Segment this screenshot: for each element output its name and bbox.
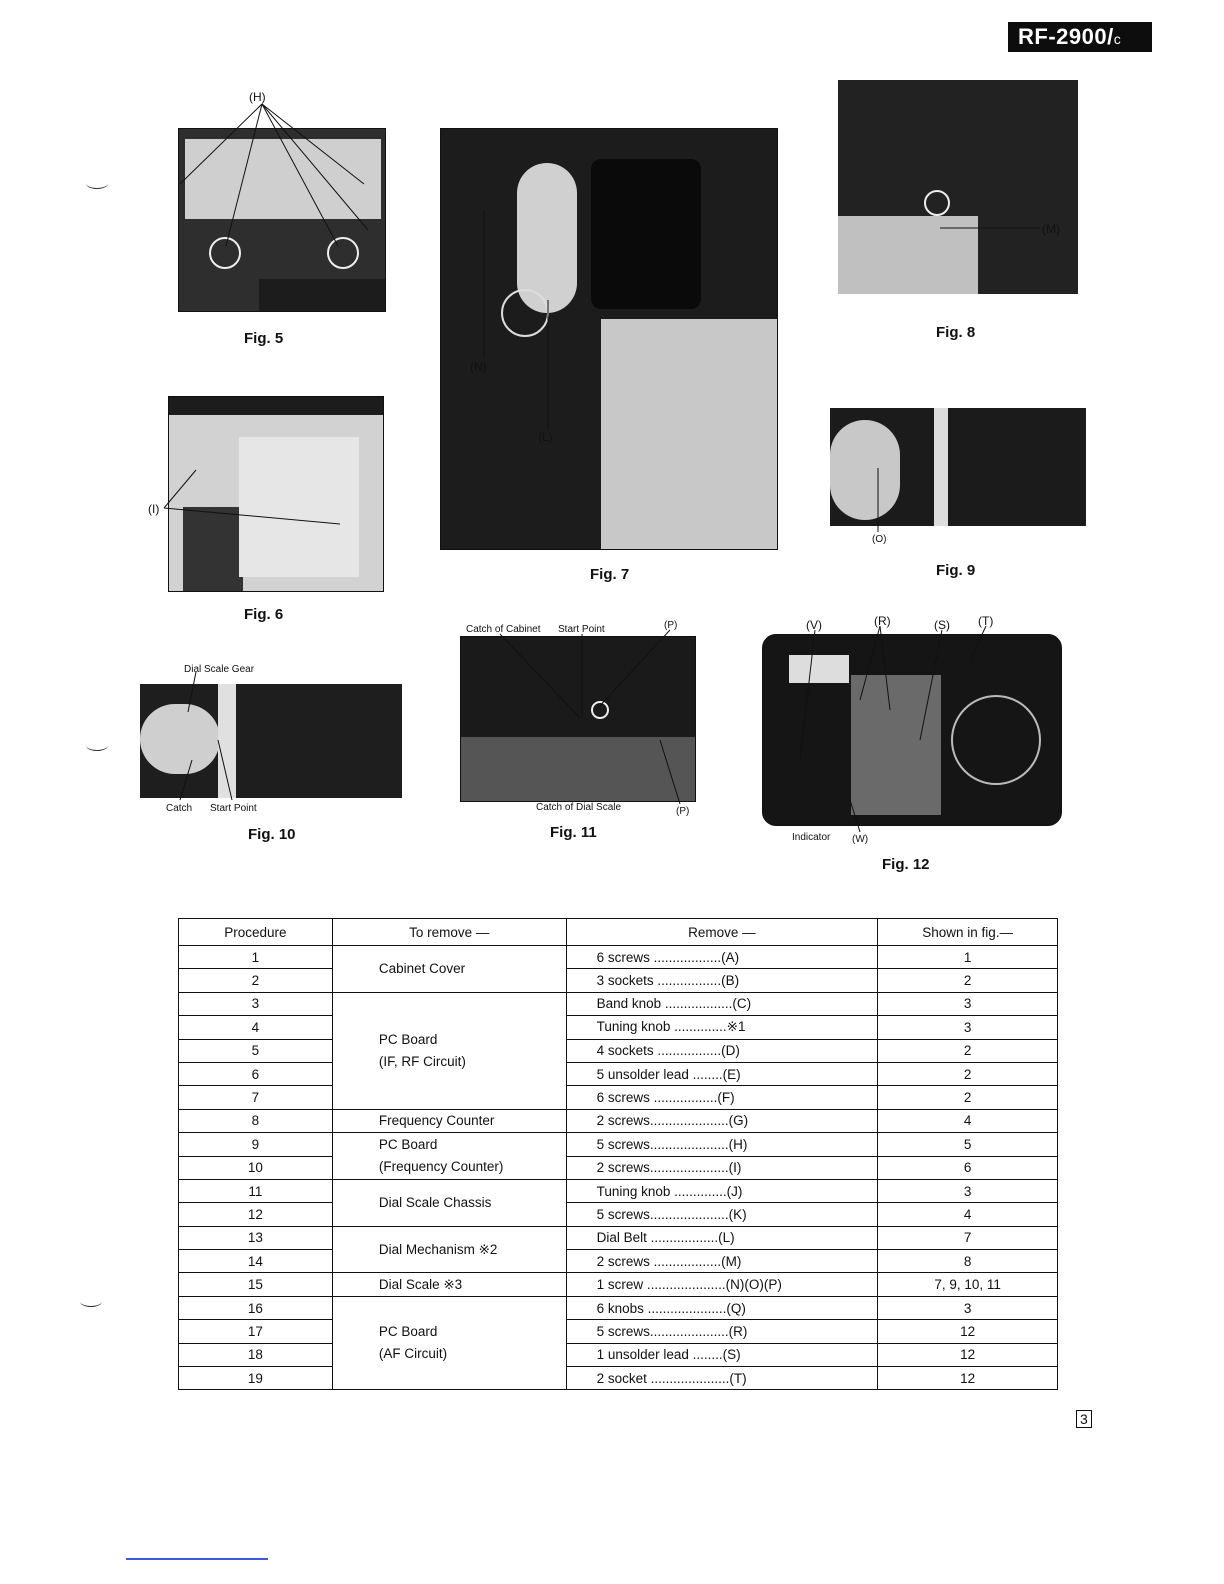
table-row (179, 1273, 1058, 1296)
table-row (179, 969, 1058, 992)
fig11-photo (460, 636, 696, 802)
table-row (179, 1039, 1058, 1062)
fig11-caption: Fig. 11 (550, 824, 597, 841)
fig7-caption: Fig. 7 (590, 566, 630, 583)
group-line: (Frequency Counter) (378, 1159, 504, 1175)
remove-item: 1 unsolder lead ........(S) (566, 1343, 878, 1366)
shown-in-fig: 7 (878, 1226, 1058, 1249)
procedure-number: 9 (179, 1133, 333, 1156)
table-row (179, 1226, 1058, 1249)
fig5-photo (178, 128, 386, 312)
remove-item: 2 socket .....................(T) (566, 1367, 878, 1390)
fig11-label-catch-of-dial-scale: Catch of Dial Scale (536, 802, 622, 813)
shown-in-fig: 2 (878, 1039, 1058, 1062)
model-badge (1008, 22, 1152, 52)
header-to-remove: To remove — (332, 919, 566, 946)
shown-in-fig: 3 (878, 1296, 1058, 1319)
binder-mark (86, 740, 108, 751)
table-row (179, 1320, 1058, 1343)
procedure-number: 12 (179, 1203, 333, 1226)
group-line: PC Board (378, 1324, 438, 1340)
table-row (179, 1086, 1058, 1109)
procedure-number: 15 (179, 1273, 333, 1296)
shown-in-fig: 6 (878, 1156, 1058, 1179)
shown-in-fig: 2 (878, 969, 1058, 992)
shown-in-fig: 3 (878, 1016, 1058, 1039)
remove-item: 5 screws.....................(K) (566, 1203, 878, 1226)
shown-in-fig: 7, 9, 10, 11 (878, 1273, 1058, 1296)
table-row (179, 1062, 1058, 1085)
remove-item: 1 screw .....................(N)(O)(P) (566, 1273, 878, 1296)
to-remove-dial-scale: Dial Scale ※3 (332, 1273, 566, 1296)
fig10-label-dial-scale-gear: Dial Scale Gear (184, 664, 255, 675)
model-suffix: c (1113, 31, 1122, 47)
header-procedure: Procedure (179, 919, 333, 946)
fig7-label-l: (L) (538, 430, 553, 444)
table-row (179, 946, 1058, 969)
fig12-label-r: (R) (874, 614, 891, 628)
table-row (179, 1343, 1058, 1366)
table-row (179, 992, 1058, 1015)
fig6-photo (168, 396, 384, 592)
remove-item: 6 screws ..................(A) (566, 946, 878, 969)
remove-item: 2 screws.....................(I) (566, 1156, 878, 1179)
fig8-caption: Fig. 8 (936, 324, 976, 341)
fig12-label-t: (T) (978, 614, 994, 628)
procedure-number: 6 (179, 1062, 333, 1085)
group-line: PC Board (378, 1031, 438, 1047)
procedure-number: 3 (179, 992, 333, 1015)
table-row (179, 1179, 1058, 1202)
table-row (179, 1296, 1058, 1319)
binder-mark (86, 178, 108, 189)
procedure-number: 5 (179, 1039, 333, 1062)
fig9-photo (830, 408, 1086, 526)
table-header-row (179, 919, 1058, 946)
fig9-caption: Fig. 9 (936, 562, 976, 579)
to-remove-pc-board-if-rf (332, 992, 566, 1109)
page-number: 3 (1076, 1410, 1092, 1428)
procedure-number: 19 (179, 1367, 333, 1390)
fig12-label-s: (S) (934, 618, 950, 632)
fig8-photo (838, 80, 1078, 294)
shown-in-fig: 12 (878, 1367, 1058, 1390)
procedure-number: 2 (179, 969, 333, 992)
shown-in-fig: 4 (878, 1203, 1058, 1226)
shown-in-fig: 4 (878, 1109, 1058, 1132)
procedure-number: 14 (179, 1250, 333, 1273)
remove-item: 5 screws.....................(H) (566, 1133, 878, 1156)
fig10-label-start-point: Start Point (210, 803, 257, 814)
procedure-number: 1 (179, 946, 333, 969)
group-line: PC Board (378, 1137, 438, 1153)
fig11-label-p-bottom: (P) (676, 806, 690, 817)
remove-item: 6 knobs .....................(Q) (566, 1296, 878, 1319)
to-remove-pc-board-frequency-counter (332, 1133, 566, 1180)
fig6-label-i: (I) (148, 502, 160, 516)
group-line: (IF, RF Circuit) (378, 1053, 466, 1069)
procedure-number: 11 (179, 1179, 333, 1202)
fig6-caption: Fig. 6 (244, 606, 284, 623)
binder-mark (80, 1296, 102, 1307)
fig12-photo (762, 634, 1062, 826)
shown-in-fig: 3 (878, 992, 1058, 1015)
model-number: RF-2900/ (1018, 24, 1114, 49)
shown-in-fig: 12 (878, 1320, 1058, 1343)
procedure-number: 10 (179, 1156, 333, 1179)
procedure-number: 16 (179, 1296, 333, 1319)
procedure-number: 7 (179, 1086, 333, 1109)
fig7-photo (440, 128, 778, 550)
fig7-label-n: (N) (470, 360, 487, 374)
fig11-label-start-point: Start Point (558, 624, 605, 635)
table-row (179, 1203, 1058, 1226)
remove-item: 5 screws.....................(R) (566, 1320, 878, 1343)
remove-item: 5 unsolder lead ........(E) (566, 1062, 878, 1085)
table-row (179, 1156, 1058, 1179)
header-remove: Remove — (566, 919, 878, 946)
to-remove-dial-mechanism: Dial Mechanism ※2 (332, 1226, 566, 1273)
remove-item: 3 sockets .................(B) (566, 969, 878, 992)
disassembly-procedure-table (178, 918, 1058, 1390)
fig5-label-h: (H) (249, 90, 266, 104)
remove-item: 2 screws.....................(G) (566, 1109, 878, 1132)
group-line: (AF Circuit) (378, 1346, 448, 1362)
fig10-photo (140, 684, 402, 798)
fig10-caption: Fig. 10 (248, 826, 296, 843)
remove-item: 6 screws .................(F) (566, 1086, 878, 1109)
remove-item: Tuning knob ..............(J) (566, 1179, 878, 1202)
fig12-label-w: (W) (852, 834, 869, 845)
shown-in-fig: 1 (878, 946, 1058, 969)
table-row (179, 1016, 1058, 1039)
fig12-label-indicator: Indicator (792, 832, 831, 843)
to-remove-dial-scale-chassis: Dial Scale Chassis (332, 1179, 566, 1226)
fig10-label-catch: Catch (166, 803, 193, 814)
table-row (179, 1133, 1058, 1156)
table-row (179, 1367, 1058, 1390)
shown-in-fig: 12 (878, 1343, 1058, 1366)
footer-link-underline (126, 1558, 268, 1560)
fig8-label-m: (M) (1042, 222, 1060, 236)
table-row (179, 1109, 1058, 1132)
to-remove-cabinet-cover: Cabinet Cover (332, 946, 566, 993)
table-row (179, 1250, 1058, 1273)
procedure-number: 18 (179, 1343, 333, 1366)
to-remove-frequency-counter: Frequency Counter (332, 1109, 566, 1132)
fig12-label-v: (V) (806, 618, 822, 632)
remove-item: Dial Belt ..................(L) (566, 1226, 878, 1249)
remove-item: 2 screws ..................(M) (566, 1250, 878, 1273)
remove-item: Tuning knob ..............※1 (566, 1016, 878, 1039)
procedure-number: 4 (179, 1016, 333, 1039)
procedure-number: 13 (179, 1226, 333, 1249)
procedure-number: 8 (179, 1109, 333, 1132)
to-remove-pc-board-af (332, 1296, 566, 1390)
fig11-label-catch-of-cabinet: Catch of Cabinet (466, 624, 541, 635)
remove-item: 4 sockets .................(D) (566, 1039, 878, 1062)
shown-in-fig: 2 (878, 1062, 1058, 1085)
shown-in-fig: 2 (878, 1086, 1058, 1109)
fig9-label-o: (O) (872, 534, 887, 545)
header-shown-in-fig: Shown in fig.— (878, 919, 1058, 946)
shown-in-fig: 3 (878, 1179, 1058, 1202)
shown-in-fig: 8 (878, 1250, 1058, 1273)
fig11-label-p-top: (P) (664, 620, 678, 631)
remove-item: Band knob ..................(C) (566, 992, 878, 1015)
fig5-caption: Fig. 5 (244, 330, 284, 347)
procedure-number: 17 (179, 1320, 333, 1343)
fig12-caption: Fig. 12 (882, 856, 930, 873)
shown-in-fig: 5 (878, 1133, 1058, 1156)
